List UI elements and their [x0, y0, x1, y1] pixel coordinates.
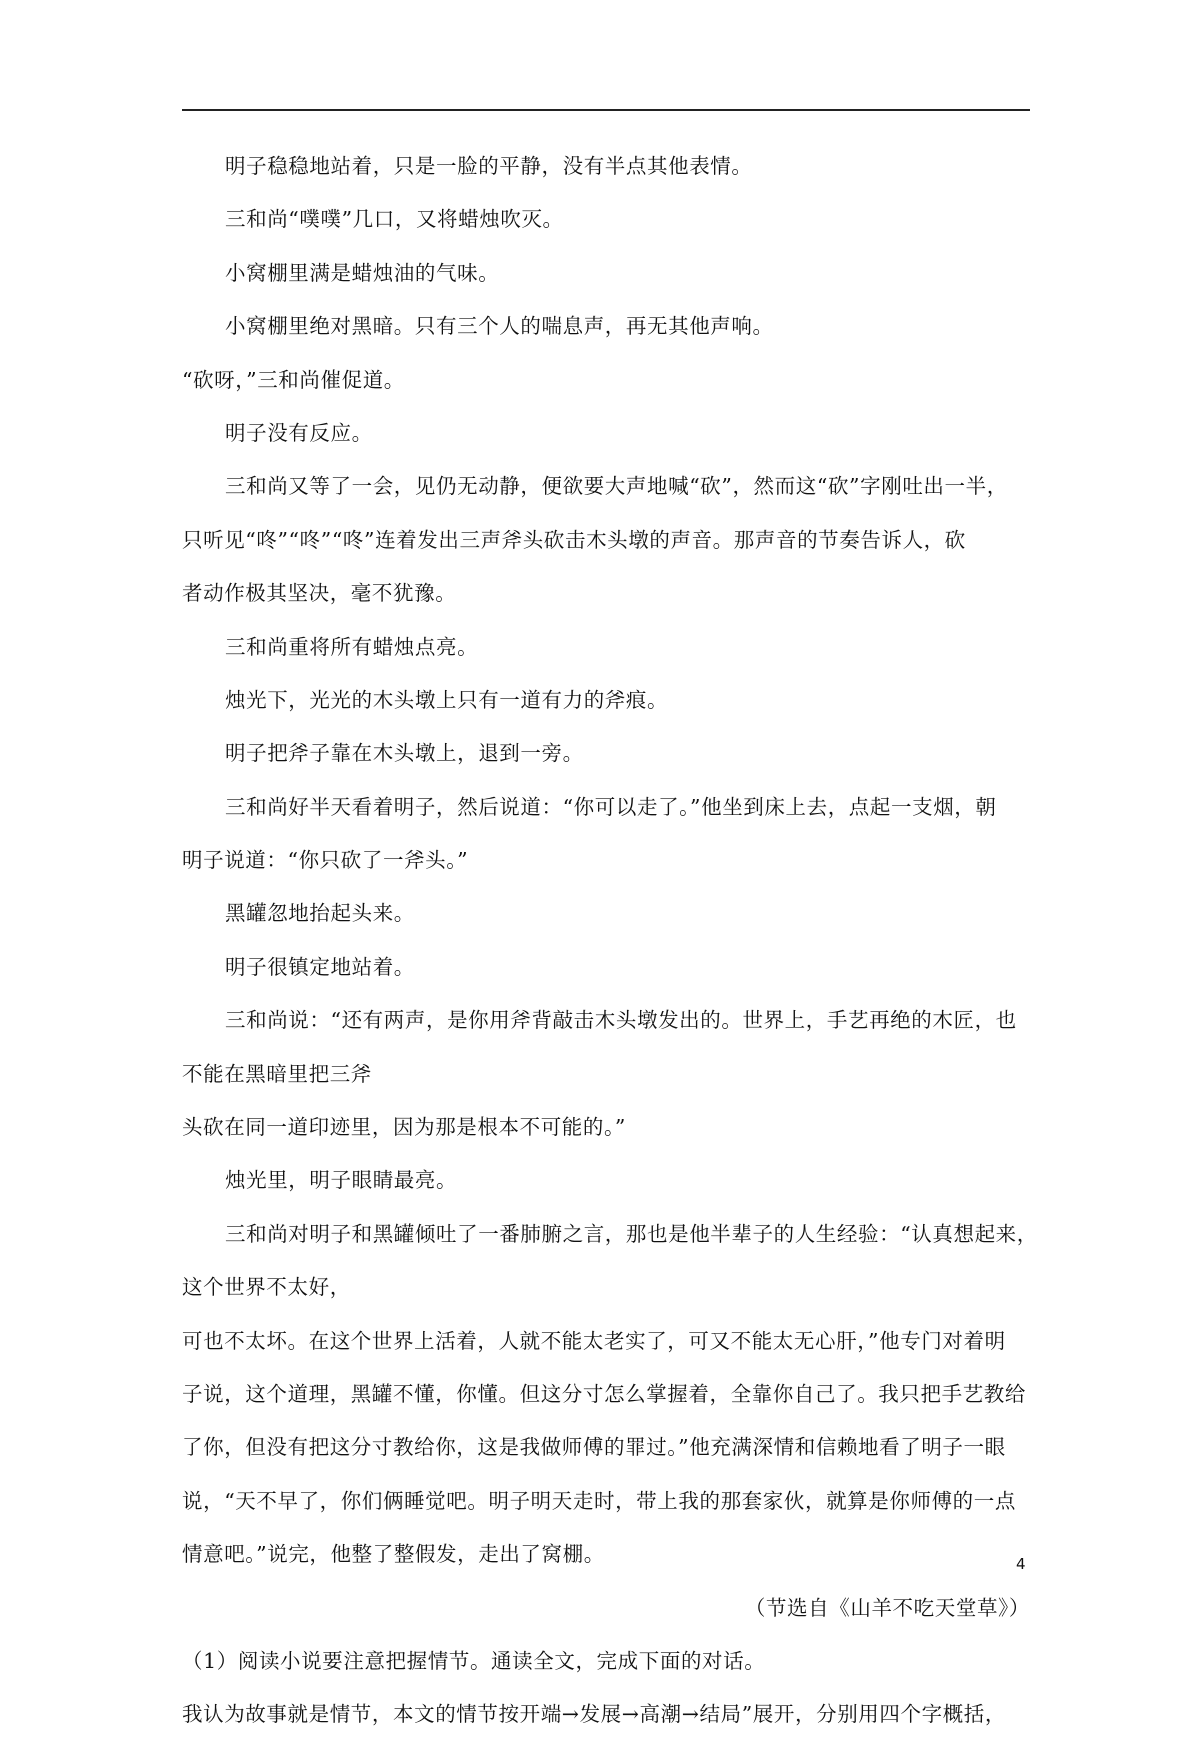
text-line: 说，“天不早了，你们俩睡觉吧。明子明天走时，带上我的那套家伙，就算是你师傅的一点: [182, 1488, 1016, 1513]
text-line: 三和尚“噗噗”几口，又将蜡烛吹灭。: [225, 207, 564, 232]
text-line: 三和尚好半天看着明子，然后说道：“你可以走了。”他坐到床上去，点起一支烟，朝: [225, 794, 997, 819]
text-line: 小窝棚里满是蜡烛油的气味。: [225, 260, 500, 285]
document-body: [182, 148, 1038, 1750]
text-paragraphs: [182, 148, 1038, 1572]
text-line: 情意吧。”说完，他整了整假发，走出了窝棚。: [182, 1542, 605, 1567]
text-line: 黑罐忽地抬起头来。: [225, 901, 415, 926]
text-line: 烛光里，明子眼睛最亮。: [225, 1168, 458, 1193]
text-line: 这个世界不太好，: [182, 1275, 351, 1300]
text-line: 三和尚说：“还有两声，是你用斧背敲击木头墩发出的。世界上，手艺再绝的木匠，也: [225, 1008, 1017, 1033]
text-line: 只听见“咚”“咚”“咚”连着发出三声斧头砍击木头墩的声音。那声音的节奏告诉人，砍: [182, 527, 966, 552]
text-line: 三和尚重将所有蜡烛点亮。: [225, 634, 479, 659]
source-citation: （节选自《山羊不吃天堂草》）: [744, 1595, 1030, 1620]
text-line: 三和尚对明子和黑罐倾吐了一番肺腑之言，那也是他半辈子的人生经验：“认真想起来，: [225, 1221, 1038, 1246]
text-line: 子说，这个道理，黑罐不懂，你懂。但这分寸怎么掌握着，全靠你自己了。我只把手艺教给: [182, 1381, 1026, 1406]
question-1-continued: 我认为故事就是情节，本文的情节按开端→发展→高潮→结局”展开，分别用四个字概括，: [182, 1702, 1007, 1727]
text-line: 明子稳稳地站着，只是一脸的平静，没有半点其他表情。: [225, 154, 753, 178]
text-line: 者动作极其坚决，毫不犹豫。: [182, 581, 457, 606]
header-rule: [182, 109, 1030, 111]
text-line: “砍呀，”三和尚催促道。: [182, 367, 405, 392]
text-line: 明子没有反应。: [225, 420, 373, 445]
text-line: 小窝棚里绝对黑暗。只有三个人的喘息声，再无其他声响。: [225, 314, 774, 339]
question-1: （1）阅读小说要注意把握情节。通读全文，完成下面的对话。: [182, 1648, 766, 1673]
text-line: 头砍在同一道印迹里，因为那是根本不可能的。”: [182, 1115, 626, 1140]
text-line: 烛光下，光光的木头墩上只有一道有力的斧痕。: [225, 687, 669, 712]
page-number: 4: [1016, 1555, 1026, 1573]
text-line: 不能在黑暗里把三斧: [182, 1061, 372, 1086]
text-line: 明子很镇定地站着。: [225, 954, 415, 979]
text-line: 可也不太坏。在这个世界上活着，人就不能太老实了，可又不能太无心肝，”他专门对着明: [182, 1328, 1006, 1353]
text-line: 明子说道：“你只砍了一斧头。”: [182, 848, 469, 873]
text-line: 明子把斧子靠在木头墩上，退到一旁。: [225, 741, 584, 766]
text-line: 了你，但没有把这分寸教给你，这是我做师傅的罪过。”他充满深情和信赖地看了明子一眼: [182, 1435, 1006, 1460]
text-line: 三和尚又等了一会，见仍无动静，便欲要大声地喊“砍”，然而这“砍”字刚吐出一半，: [225, 474, 1008, 499]
